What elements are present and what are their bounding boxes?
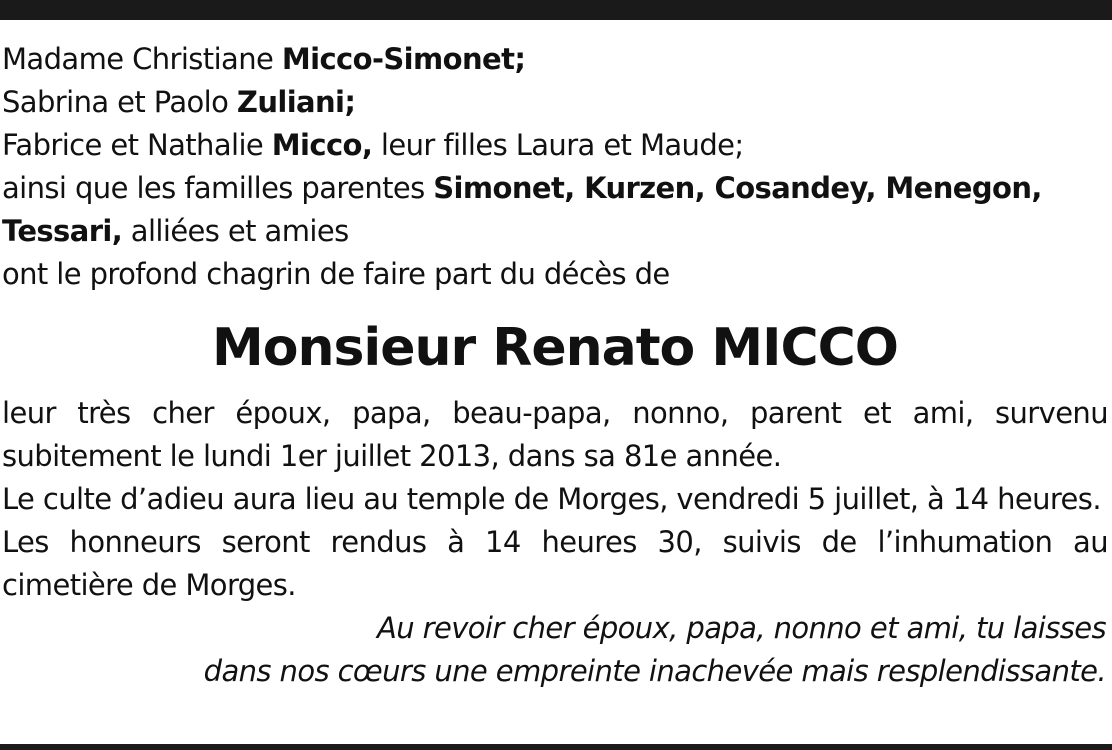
- obituary-notice: [2, 38, 1108, 693]
- family-line-4-text: ainsi que les familles parentes: [2, 171, 434, 205]
- details-paragraph-3: Les honneurs seront rendus à 14 heures 30, suivis de l’inhumation au cimetière de Morges.: [2, 525, 1108, 602]
- top-border-rule: [0, 0, 1112, 20]
- farewell-quote: [2, 607, 1108, 693]
- family-line-1-text: Madame Christiane: [2, 42, 282, 76]
- farewell-quote-line-2: dans nos cœurs une empreinte inachevée mais resplendissante.: [203, 654, 1106, 688]
- details-paragraph-2: Le culte d’adieu aura lieu au temple de Morges, vendredi 5 juillet, à 14 heures.: [2, 482, 1101, 516]
- family-line-3-text: Fabrice et Nathalie: [2, 128, 272, 162]
- farewell-quote-line-1: Au revoir cher époux, papa, nonno et ami, tu laisses: [377, 611, 1106, 645]
- family-line-5: [2, 210, 1108, 253]
- family-line-4-names: Simonet, Kurzen, Cosandey, Menegon,: [433, 171, 1042, 205]
- family-line-1-name: Micco-Simonet;: [281, 42, 526, 76]
- family-line-2: [2, 81, 1108, 124]
- deceased-name-heading: Monsieur Renato MICCO: [211, 318, 899, 378]
- details-paragraph-1: leur très cher époux, papa, beau-papa, nonno, parent et ami, survenu subitement le lundi 1er juillet 2013, dans sa 81e année.: [2, 396, 1108, 473]
- family-line-3-suffix: leur filles Laura et Maude;: [372, 128, 744, 162]
- family-line-2-text: Sabrina et Paolo: [2, 85, 237, 119]
- family-line-4: [2, 167, 1108, 210]
- family-line-3: [2, 124, 1108, 167]
- bottom-border-rule: [0, 744, 1112, 750]
- family-line-3-name: Micco,: [271, 128, 373, 162]
- obituary-details: [2, 392, 1108, 607]
- family-line-5-suffix: alliées et amies: [122, 214, 349, 248]
- family-line-6: ont le profond chagrin de faire part du décès de: [2, 257, 670, 291]
- family-line-1: [2, 38, 1108, 81]
- family-line-5-name: Tessari,: [2, 214, 123, 248]
- family-line-2-name: Zuliani;: [236, 85, 356, 119]
